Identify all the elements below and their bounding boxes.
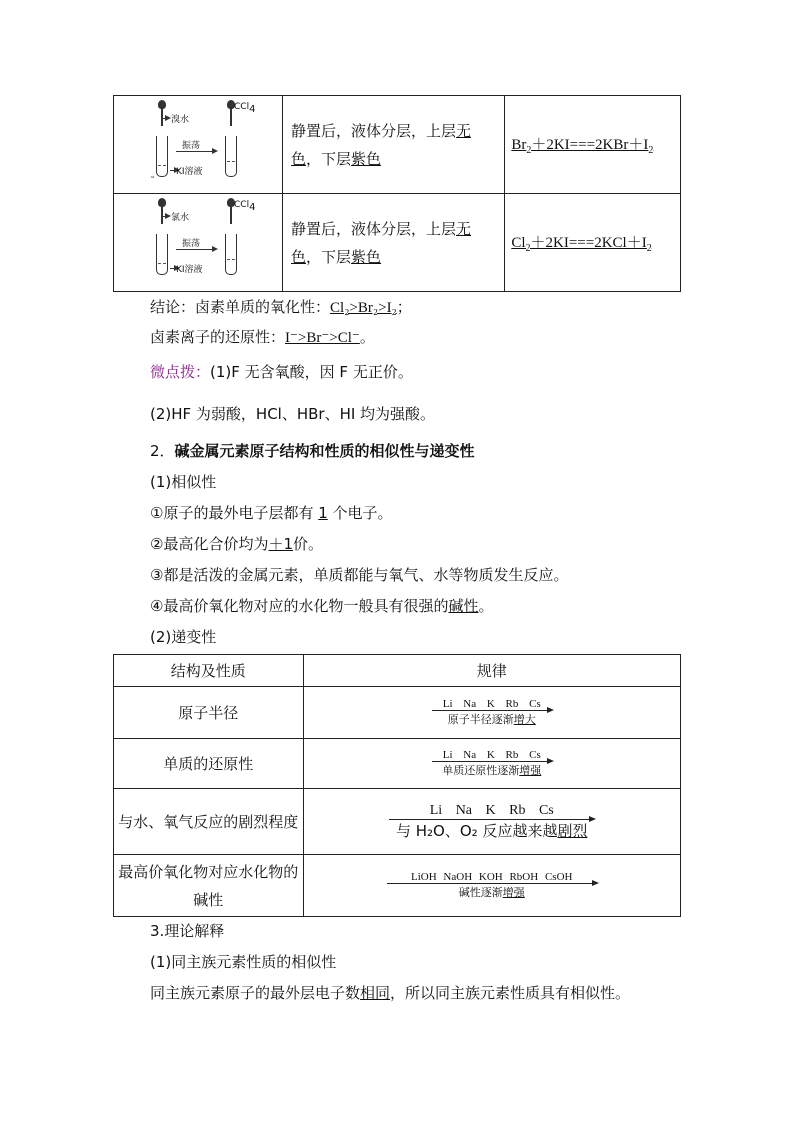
arrow-icon bbox=[387, 883, 597, 884]
apparatus-diagram: 溴水 ˜ KI溶液 振荡 CCl$_4$ bbox=[150, 102, 256, 187]
similarity-item: ①原子的最外电子层都有 1 个电子。 bbox=[150, 504, 393, 522]
similarity-title: (1)相似性 bbox=[150, 473, 217, 491]
apparatus-cell bbox=[114, 96, 283, 194]
experiment-row bbox=[114, 96, 681, 194]
property-cell: 原子半径 bbox=[114, 687, 304, 739]
table-row bbox=[114, 687, 681, 739]
table-header: 结构及性质 bbox=[114, 655, 304, 687]
section3-sub1: (1)同主族元素性质的相似性 bbox=[150, 953, 337, 971]
experiment-table bbox=[113, 95, 681, 292]
section3-heading: 3.理论解释 bbox=[150, 922, 225, 940]
dropper-icon bbox=[230, 108, 232, 126]
arrow-icon bbox=[176, 151, 216, 152]
similarity-item: ②最高化合价均为＋1价。 bbox=[150, 535, 324, 553]
section2-heading: 2．碱金属元素原子结构和性质的相似性与递变性 bbox=[150, 442, 475, 460]
dropper-icon bbox=[161, 108, 163, 126]
property-cell: 单质的还原性 bbox=[114, 739, 304, 789]
experiment-row bbox=[114, 194, 681, 292]
action-label: 振荡 bbox=[182, 239, 201, 249]
section3-text: 同主族元素原子的最外层电子数相同，所以同主族元素性质具有相似性。 bbox=[150, 984, 631, 1002]
rule-cell: Li Na K Rb Cs 原子半径逐渐增大 bbox=[303, 687, 681, 739]
table-row bbox=[114, 739, 681, 789]
apparatus-cell bbox=[114, 194, 283, 292]
reagent-label: 氯水 bbox=[171, 213, 190, 223]
tip-label: 微点拨： bbox=[150, 363, 211, 381]
reagent-label: 溴水 bbox=[171, 115, 190, 125]
conclusion-reducing: 卤素离子的还原性：I⁻>Br⁻>Cl⁻。 bbox=[150, 328, 375, 346]
dropper-icon bbox=[161, 206, 163, 224]
dropper-icon bbox=[230, 206, 232, 224]
table-row bbox=[114, 789, 681, 855]
table-header-row bbox=[114, 655, 681, 687]
phenomenon-cell: 静置后，液体分层，上层无色，下层紫色 bbox=[283, 194, 505, 292]
tip-line-2: (2)HF 为弱酸，HCl、HBr、HI 均为强酸。 bbox=[150, 405, 436, 423]
action-label: 振荡 bbox=[182, 141, 201, 151]
solvent-label: CCl$_4$ bbox=[234, 102, 256, 115]
test-tube-icon bbox=[225, 136, 237, 177]
table-row bbox=[114, 855, 681, 917]
conclusion-oxidizing: 结论：卤素单质的氧化性：Cl₂>Br₂>I₂； bbox=[150, 298, 412, 316]
test-tube-icon bbox=[225, 234, 237, 275]
property-cell: 与水、氧气反应的剧烈程度 bbox=[114, 789, 304, 855]
rule-cell: Li Na K Rb Cs 单质还原性逐渐增强 bbox=[303, 739, 681, 789]
solvent-label: CCl$_4$ bbox=[234, 200, 256, 213]
equation-cell: $Cl_2+2KI===2KCl+I_2$ bbox=[505, 194, 681, 292]
solution-label: KI溶液 bbox=[176, 167, 203, 177]
arrow-icon bbox=[389, 819, 594, 820]
property-cell: 最高价氧化物对应水化物的碱性 bbox=[114, 855, 304, 917]
tip-line-1: 微点拨：(1)F 无含氧酸，因 F 无正价。 bbox=[150, 363, 413, 381]
arrow-icon bbox=[432, 710, 552, 711]
gradient-title: (2)递变性 bbox=[150, 628, 217, 646]
test-tube-icon bbox=[156, 136, 168, 177]
test-tube-icon bbox=[156, 234, 168, 275]
rule-cell: LiOH NaOH KOH RbOH CsOH 碱性逐渐增强 bbox=[303, 855, 681, 917]
table-header: 规律 bbox=[303, 655, 681, 687]
apparatus-diagram bbox=[114, 194, 282, 291]
arrow-icon bbox=[432, 761, 552, 762]
rule-cell: Li Na K Rb Cs 与 H₂O、O₂ 反应越来越剧烈 bbox=[303, 789, 681, 855]
similarity-item: ③都是活泼的金属元素，单质都能与氧气、水等物质发生反应。 bbox=[150, 566, 569, 584]
arrow-icon bbox=[176, 249, 216, 250]
solution-label: KI溶液 bbox=[176, 265, 203, 275]
similarity-item: ④最高价氧化物对应的水化物一般具有很强的碱性。 bbox=[150, 597, 494, 615]
equation-cell: $Br_2+2KI===2KBr+I_2$ bbox=[505, 96, 681, 194]
phenomenon-cell: 静置后，液体分层，上层无色，下层紫色 bbox=[283, 96, 505, 194]
gradient-table bbox=[113, 654, 681, 917]
